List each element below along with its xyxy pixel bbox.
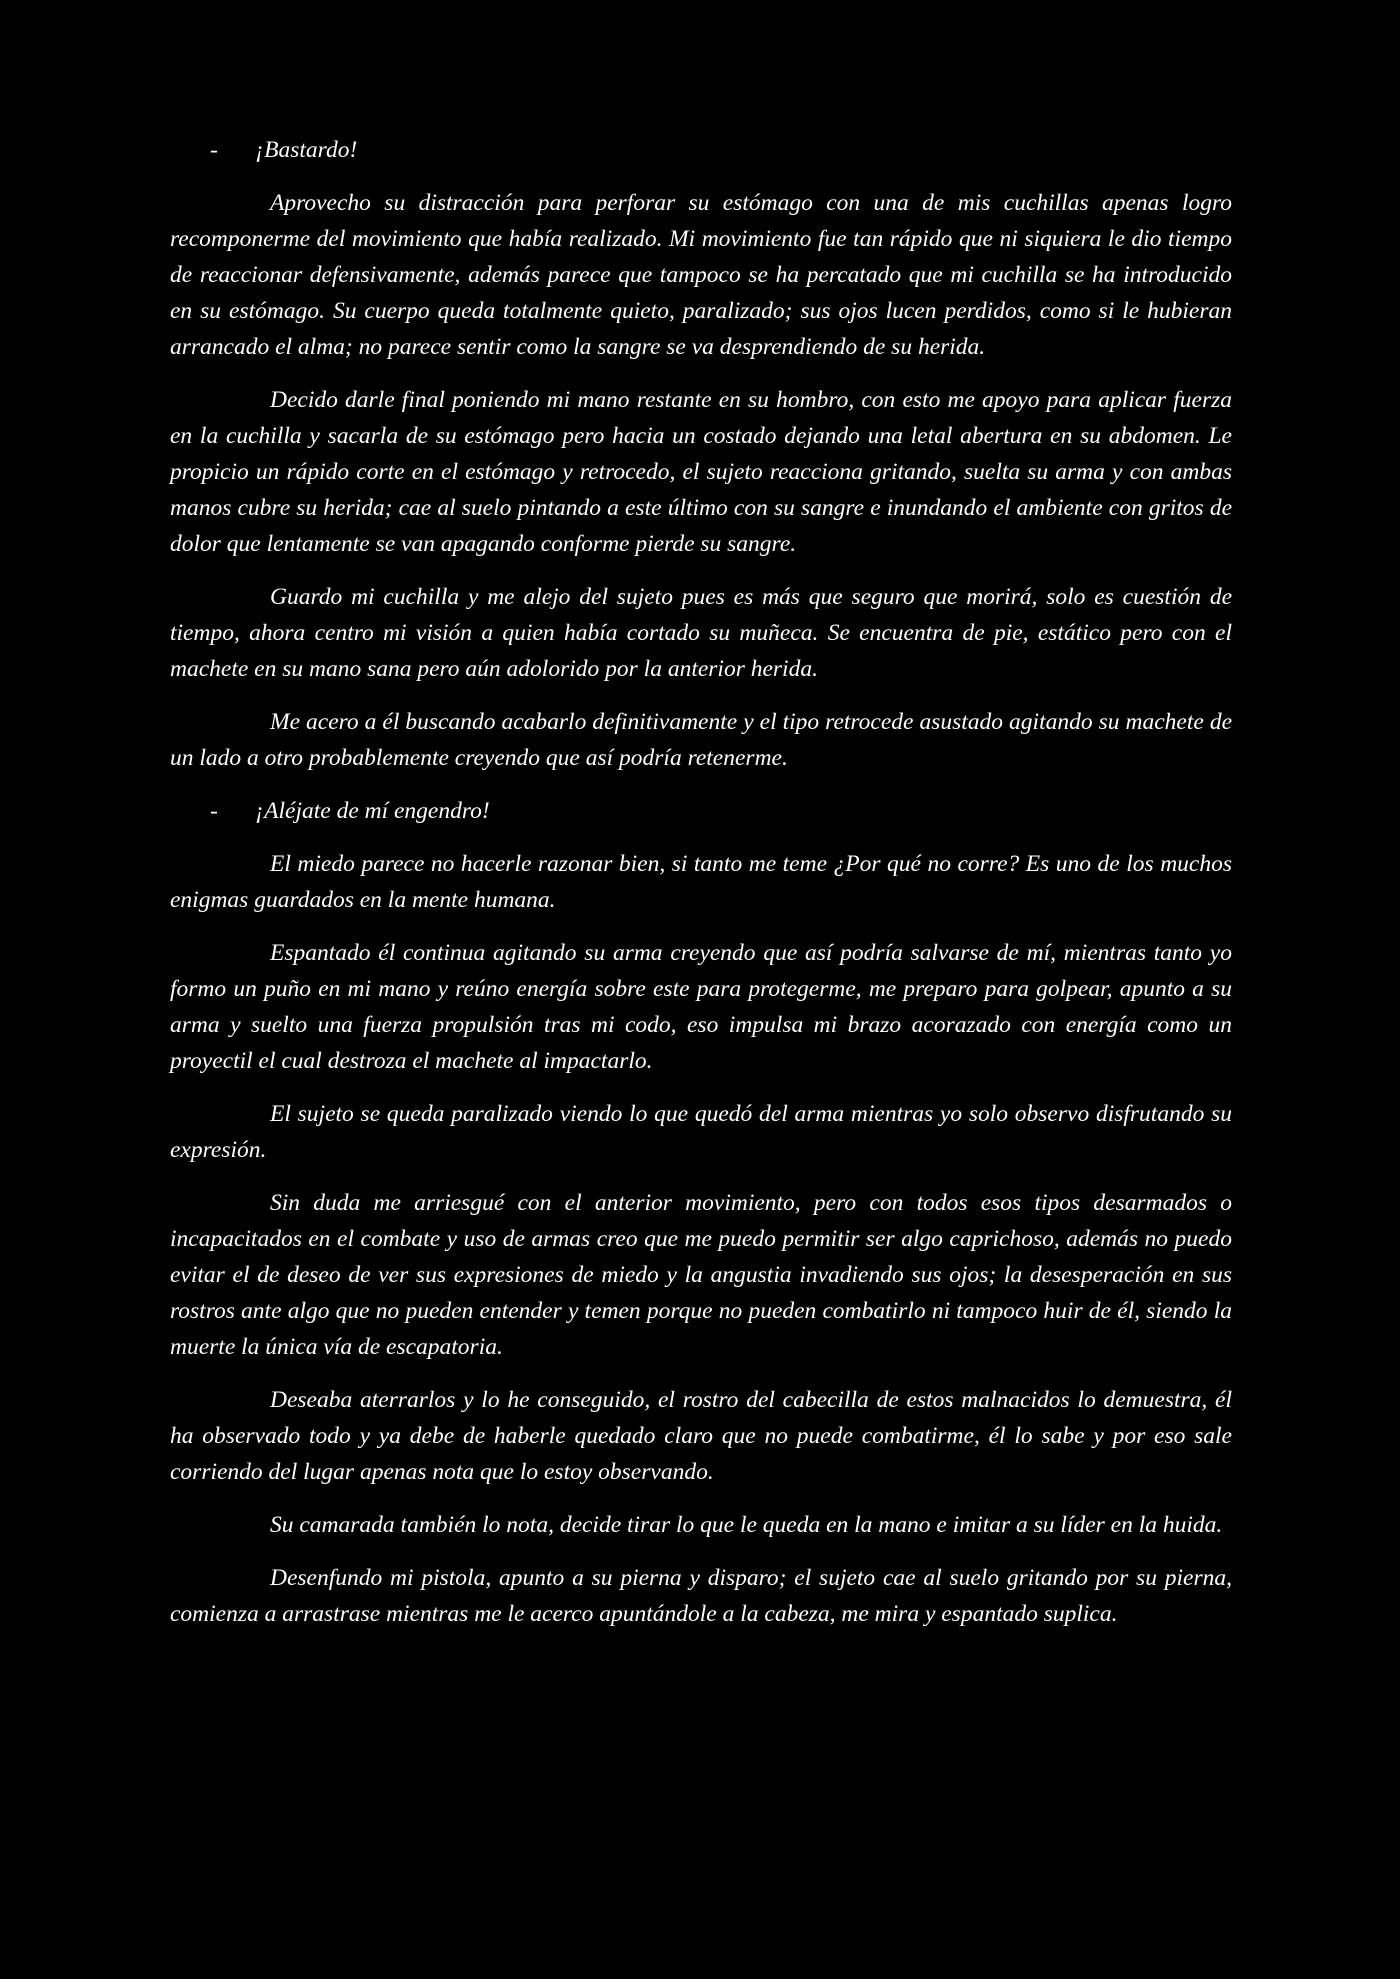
paragraph: Su camarada también lo nota, decide tirar lo que le queda en la mano e imitar a su líder en la huida.: [270, 1512, 1223, 1538]
dialogue-text: ¡Bastardo!: [255, 137, 358, 163]
dialogue-line: [170, 793, 1232, 829]
dialogue-dash: -: [210, 137, 218, 163]
paragraph: Desenfundo mi pistola, apunto a su pierna y disparo; el sujeto cae al suelo gritando por su pierna, comienza a arrastrase mientras me le acerco apuntándole a la cabeza, me mira y espantado suplica.: [170, 1565, 1232, 1627]
paragraph: Decido darle final poniendo mi mano restante en su hombro, con esto me apoyo para aplicar fuerza en la cuchilla y sacarla de su estómago pero hacia un costado dejando una letal abertura en su abdomen. Le propicio un rápido corte en el estómago y retrocedo, el sujeto reacciona gritando, suelta su arma y con ambas manos cubre su herida; cae al suelo pintando a este último con su sangre e inundando el ambiente con gritos de dolor que lentamente se van apagando conforme pierde su sangre.: [170, 387, 1232, 557]
paragraph: Aprovecho su distracción para perforar su estómago con una de mis cuchillas apenas logro recomponerme del movimiento que había realizado. Mi movimiento fue tan rápido que ni siquiera le dio tiempo de reaccionar defensivamente, además parece que tampoco se ha percatado que mi cuchilla se ha introducido en su estómago. Su cuerpo queda totalmente quieto, paralizado; sus ojos lucen perdidos, como si le hubieran arrancado el alma; no parece sentir como la sangre se va desprendiendo de su herida.: [170, 190, 1232, 360]
dialogue-line: [170, 132, 1232, 168]
paragraph: Espantado él continua agitando su arma creyendo que así podría salvarse de mí, mientras tanto yo formo un puño en mi mano y reúno energía sobre este para protegerme, me preparo para golpear, apunto a su arma y suelto una fuerza propulsión tras mi codo, eso impulsa mi brazo acorazado con energía como un proyectil el cual destroza el machete al impactarlo.: [170, 940, 1232, 1074]
paragraph: El sujeto se queda paralizado viendo lo que quedó del arma mientras yo solo observo disfrutando su expresión.: [170, 1101, 1232, 1163]
paragraph: Me acero a él buscando acabarlo definitivamente y el tipo retrocede asustado agitando su machete de un lado a otro probablemente creyendo que así podría retenerme.: [170, 709, 1232, 771]
paragraph: El miedo parece no hacerle razonar bien, si tanto me teme ¿Por qué no corre? Es uno de los muchos enigmas guardados en la mente humana.: [170, 851, 1232, 913]
paragraph: Sin duda me arriesgué con el anterior movimiento, pero con todos esos tipos desarmados o incapacitados en el combate y uso de armas creo que me puedo permitir ser algo caprichoso, además no puedo evitar el de deseo de ver sus expresiones de miedo y la angustia invadiendo sus ojos; la desesperación en sus rostros ante algo que no pueden entender y temen porque no pueden combatirlo ni tampoco huir de él, siendo la muerte la única vía de escapatoria.: [170, 1190, 1232, 1360]
paragraph: Guardo mi cuchilla y me alejo del sujeto pues es más que seguro que morirá, solo es cuestión de tiempo, ahora centro mi visión a quien había cortado su muñeca. Se encuentra de pie, estático pero con el machete en su mano sana pero aún adolorido por la anterior herida.: [170, 584, 1232, 682]
document-page: [170, 132, 1232, 1649]
dialogue-text: ¡Aléjate de mí engendro!: [255, 798, 490, 824]
paragraph: Deseaba aterrarlos y lo he conseguido, el rostro del cabecilla de estos malnacidos lo demuestra, él ha observado todo y ya debe de haberle quedado claro que no puede combatirme, él lo sabe y por eso sale corriendo del lugar apenas nota que lo estoy observando.: [170, 1387, 1232, 1485]
dialogue-dash: -: [210, 798, 218, 824]
